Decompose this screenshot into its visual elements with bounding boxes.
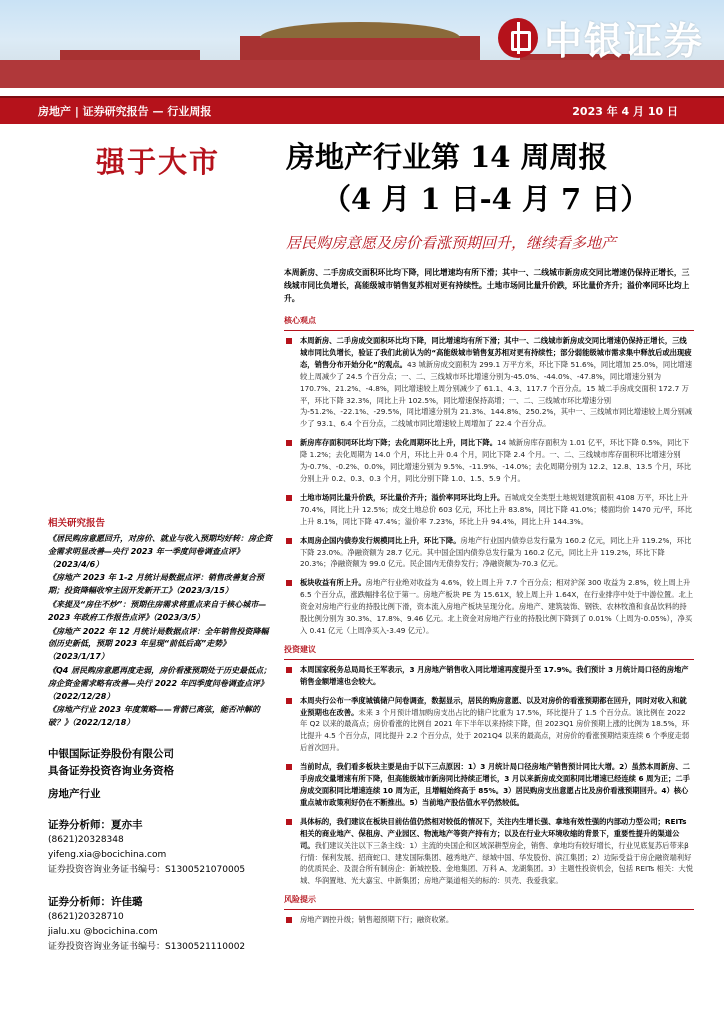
- bullet-icon: [286, 440, 292, 446]
- related-report[interactable]: 《Q4 居民购房意愿再度走弱，房价看涨预期处于历史最低点；房企资金需求略有改善—央行 2022 年四季度问卷调查点评》（2022/12/28）: [48, 665, 272, 701]
- advice-point: [284, 761, 694, 809]
- bullet-icon: [286, 698, 292, 704]
- related-report[interactable]: 《房地产 2022 年 12 月统计局数据点评：全年销售投资降幅创历史新低，预期 2023 年呈现“前低后高”走势》（2023/1/17）: [48, 626, 269, 662]
- risk-point: [284, 914, 694, 926]
- core-point: [284, 437, 694, 485]
- report-date: 2023 年 4 月 10 日: [572, 105, 678, 118]
- advice-point: [284, 816, 694, 887]
- title-line-2: （4 月 1 日-4 月 7 日）: [322, 182, 650, 216]
- point-detail: 43 城新房成交面积为 299.1 万平方米，环比下降 51.6%，同比增加 25.0%，同比增速较上周减少了 24.5 个百分点；一、二、三线城市环比增速分别为-45.0%、-44.0%、-47.8%，同比增速分别为 170.7%、21.2%、-4.8%，同比增速较上周分别减少了 61.1、4.3、117.7 个百分点。15 城二手房成交面积 172.7 万平，环比下降 32.3%，同比上升 102.5%，同比增速保持高增；一、二、三线城市环比增速分别为-51.2%、-22.1%、-29.5%，同比增速分别为 21.3%、144.8%、250.2%，其中一、三线城市同比增速较上周分别减少了 93.1、6.4 个百分点，二线城市同比增速较上周增加了 22.4 个百分点。: [300, 359, 693, 429]
- report-category: 房地产 | 证券研究报告 — 行业周报: [38, 105, 212, 118]
- section-core-title: 核心观点: [284, 316, 316, 325]
- analyst-email[interactable]: jialu.xu @bocichina.com: [48, 926, 158, 937]
- point-detail: 房地产行业国内债券总发行量为 160.2 亿元，同比上升 119.2%，环比下降 23.0%。净融资额为 28.7 亿元。其中国企国内债券总发行量为 160.2 亿元，同比上升 119.2%，环比下降 20.3%；净融资额为 99.0 亿元。民企国内无债券发行；净融资额为-70.3 亿元。: [300, 535, 692, 569]
- related-reports: [48, 533, 274, 730]
- point-detail: 百城成交全类型土地规划建筑面积 4108 万平，环比上升 70.4%，同比上升 12.5%；成交土地总价 603 亿元，环比上升 83.8%，同比下降 41.0%；楼面均价 1470 元/平，环比上升 8.1%，同比下降 47.4%；溢价率 7.23%，环比上升 94.4%，同比上升 144.3%。: [300, 492, 693, 526]
- core-point: [284, 535, 694, 571]
- risk-points: [284, 914, 694, 926]
- bullet-icon: [286, 819, 292, 825]
- header-photo: [0, 0, 724, 88]
- section-divider: [284, 909, 694, 910]
- org-qualification: 具备证券投资咨询业务资格: [48, 764, 174, 777]
- point-detail: 未来 3 个月预计增加购房支出占比的储户比重为 17.5%，环比提升了 1.5 个百分点。该比例在 2022 年 Q2 以来的最高点；房价看涨的比例自 2021 年下半年以来持续下降，但 2023Q1 房价预期上涨的比例为 18.5%，环比提升 4.5 个百分点，同比提升 2.2 个百分点，处于 2021Q4 以来的最高点，对房价的看涨预期结束连续 6 个季度走弱后首次回升。: [300, 707, 690, 753]
- analyst-role: 证券分析师：夏亦丰: [48, 818, 143, 831]
- section-divider: [284, 659, 694, 660]
- palace-roof: [260, 22, 460, 38]
- point-highlight: 本周国家税务总局局长王军表示，3 月房地产销售收入同比增速再度提升至 17.9%。我们预计 3 月统计局口径的房地产销售金额增速也会较大。: [300, 664, 689, 686]
- org-name: 中银国际证券股份有限公司: [48, 747, 174, 760]
- analyst-cert: 证券投资咨询业务证书编号：S1300521110002: [48, 941, 246, 952]
- section-divider: [284, 330, 694, 331]
- bullet-icon: [286, 538, 292, 544]
- header-band: [0, 96, 724, 124]
- point-highlight: 新房库存面积同环比均下降；去化周期环比上升，同比下降。: [300, 438, 498, 448]
- sidebar: [48, 515, 274, 955]
- point-highlight: 本周新房、二手房成交面积环比均下降，同比增速均有所下滑；其中一、二线城市新房成交同比增速仍保持正增长，三线城市同比负增长，验证了我们此前认为的“高能级城市销售复苏相对更有持续性；部分弱能级城市需求集中释放后或出现疲态，销售分布开始分化”的观点。: [300, 336, 692, 369]
- analyst-role: 证券分析师：许佳璐: [48, 895, 143, 908]
- point-highlight: 具体标的，我们建议在板块目前估值仍然相对较低的情况下，关注内生增长强、拿地有效性强的内部动力型公司；REITs 相关的商业地产、保租房、产业园区、物流地产等资产持有方；以及在行业大环境收缩的背景下，重要性提升的渠道公司。: [300, 816, 687, 850]
- point-highlight: 本周央行公布一季度城镇储户问卷调查，数据显示，居民的购房意愿、以及对房价的看涨预期都在回升，同时对收入和就业预期也在改善。: [300, 695, 687, 717]
- point-detail: 我们建议关注以下三条主线：1）主流的央国企和区域深耕型房企，销售、拿地均有较好增长，行业见底复苏后带来β行情：保利发展、招商蛇口、建发国际集团、越秀地产、绿城中国、华发股份、滨江集团；2）边际受益于房企融资端利好的优质民企、及混合所有制房企：新城控股、金地集团、万科 A、龙湖集团。3）主题性投资机会，包括 REITs 相关：大悦城、华润置地、光大嘉宝、中新集团；房地产渠道相关的标的：贝壳、我爱我家。: [300, 840, 694, 886]
- point-highlight: 本周房企国内债券发行规模同比上升，环比下降。: [300, 535, 461, 545]
- advice-points: [284, 664, 694, 887]
- advice-point: [284, 695, 694, 755]
- brand-logo: [498, 10, 704, 65]
- analyst-email[interactable]: yifeng.xia@bocichina.com: [48, 849, 167, 860]
- bullet-icon: [286, 580, 292, 586]
- point-detail: 14 城新房库存面积为 1.01 亿平，环比下降 0.5%，同比下降 1.2%；去化周期为 14.0 个月，环比上升 0.4 个月，同比下降 2.4 个月。一、二、三线城市库存面积环比增速分别为-0.7%、-0.2%、0.0%，同比增速分别为 9.5%、-11.9%、-14.0%；去化周期分别为 12.2、12.8、13.5 个月，环比分别上升 0.2、0.3、0.3 个月，同比分别下降 1.0、1.5、5.9 个月。: [300, 438, 692, 483]
- analyst-1: [48, 817, 274, 878]
- title-line-1: 房地产行业第 14 周周报: [286, 140, 608, 174]
- analyst-cert: 证券投资咨询业务证书编号：S1300521070005: [48, 864, 246, 875]
- related-report[interactable]: 《房地产行业 2023 年度策略——背箭已离弦，能否冲解的破？》（2022/12/18）: [48, 705, 260, 728]
- related-report[interactable]: 《来提及“房住不炒”：预期住房需求将重点来自于核心城市—2023 年政府工作报告点评》（2023/3/5）: [48, 599, 267, 622]
- brand-name: 中银证券: [543, 19, 704, 63]
- page-title: [286, 136, 716, 220]
- bullet-icon: [286, 764, 292, 770]
- subtitle: 居民购房意愿及房价看涨预期回升，继续看多地产: [286, 234, 617, 252]
- point-detail: 房地产行业绝对收益为 4.6%，较上周上升 7.7 个百分点；相对沪深 300 收益为 2.8%，较上周上升 6.5 个百分点，涨跌幅排名位于第一。房地产板块 PE 为 15.61X，较上周上升 1.64X，在行业排序中处于中游位置。北上资金对房地产行业的持股比例下滑，资本流入房地产板块呈现分化。房地产、建筑装饰、钢铁、农林牧渔和食品饮料的持股比例分别为 30.3%、17.8%、9.46 亿元。北上资金对房地产行业的持股比例下降到了 0.01%（上周为-0.05%），净买入 0.41 亿元（上周净买入-3.49 亿元）。: [300, 578, 694, 635]
- core-points: [284, 335, 694, 637]
- point-detail: 房地产调控升级；销售超预期下行；融资收紧。: [300, 915, 454, 925]
- rating: 强于大市: [96, 145, 221, 179]
- related-title: 相关研究报告: [48, 518, 106, 529]
- org-block: [48, 746, 274, 780]
- bullet-icon: [286, 495, 292, 501]
- section-advice-title: 投资建议: [284, 644, 316, 654]
- analyst-phone: (8621)20328348: [48, 834, 124, 845]
- bullet-icon: [286, 667, 292, 673]
- related-report[interactable]: 《居民购房意愿回升，对房价、就业与收入预期均好转：房企资金需求明显改善—央行 2023 年一季度问卷调查点评》（2023/4/6）: [48, 534, 272, 569]
- section-risk-title: 风险提示: [284, 895, 316, 905]
- bullet-icon: [286, 917, 292, 923]
- analyst-2: [48, 894, 274, 955]
- related-report[interactable]: 《房地产 2023 年 1-2 月统计局数据点评：销售改善复合预期；投资降幅收窄主因开发新开工》（2023/3/15）: [48, 573, 264, 596]
- analyst-phone: (8621)20328710: [48, 911, 124, 922]
- bullet-icon: [286, 338, 292, 344]
- main-content: [284, 266, 694, 933]
- point-highlight: 当前时点，我们看多板块主要是由于以下三点原因：1）3 月统计局口径房地产销售预计同比大增。2）虽然本周新房、二手房成交量增速有所下降，但高能级城市新房同比持续正增长，3 月以来新房成交面积同比增速已经连续 6 周为正；二手房成交面积同比增速连续 10 周为正，且增幅始终高于 85%。3）居民购房支出意愿占比及房价看涨预期回升。4）核心重点城市政策利好仍在不断推出。5）当前地产股估值水平仍然较低。: [300, 762, 690, 807]
- core-point: [284, 335, 694, 430]
- point-highlight: 板块收益有所上升。: [300, 578, 366, 588]
- advice-point: [284, 664, 694, 688]
- core-point: [284, 492, 694, 528]
- point-highlight: 土地市场同比量升价跌，环比量价齐升；溢价率同环比均上升。: [300, 492, 505, 502]
- boc-logo-icon: [498, 18, 538, 58]
- industry-label: 房地产行业: [48, 787, 101, 800]
- core-point: [284, 577, 694, 637]
- summary-intro: 本周新房、二手房成交面积环比均下降，同比增速均有所下滑；其中一、二线城市新房成交同比增速仍保持正增长，三线城市同比负增长，高能级城市销售复苏相对更有持续性。土地市场同比量升价跌，环比量价齐升；溢价率同环比均上升。: [284, 268, 690, 303]
